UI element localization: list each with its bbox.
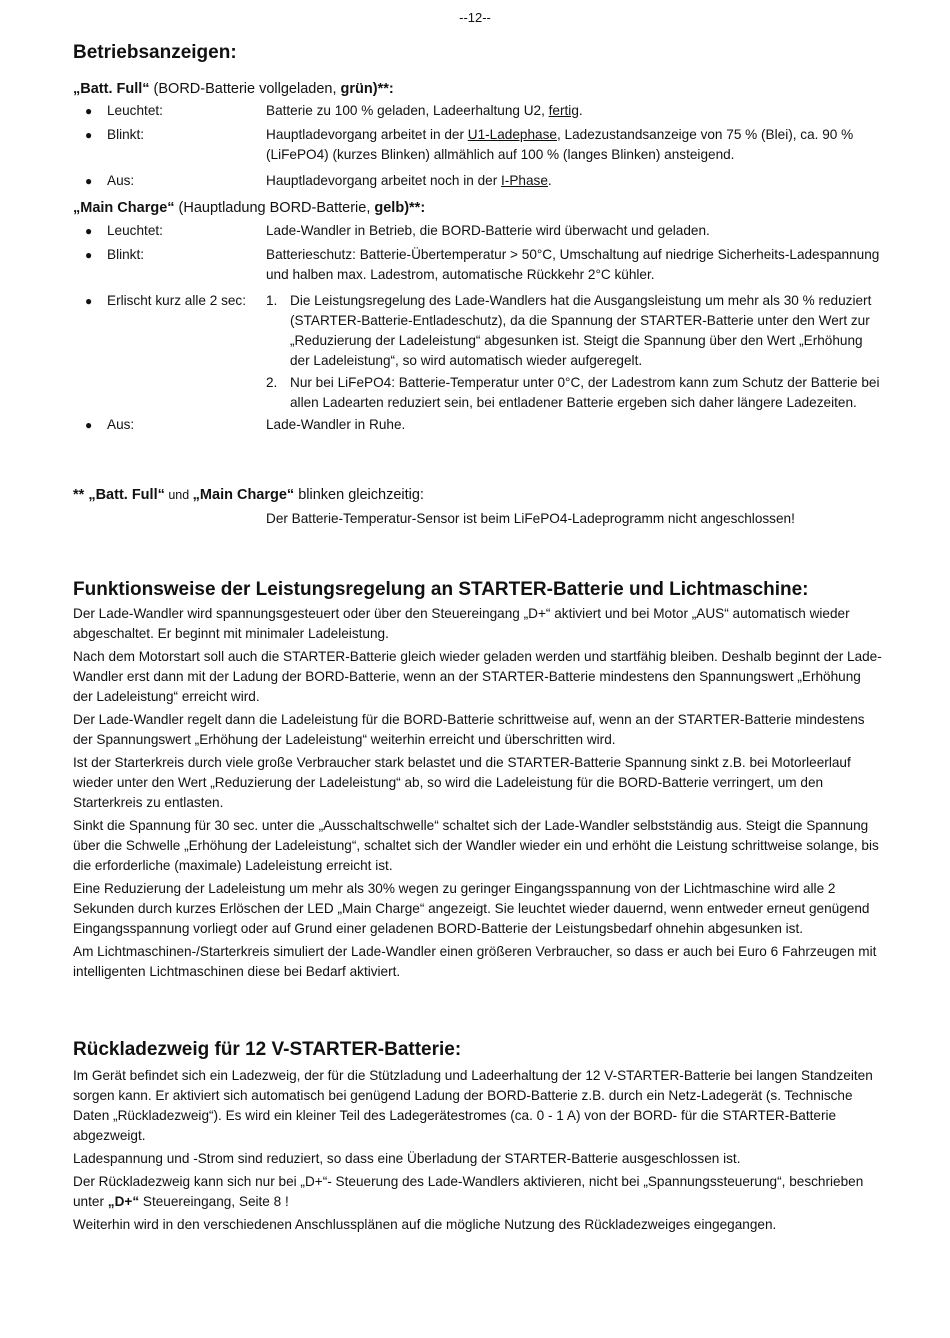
batt-full-desc: (BORD-Batterie vollgeladen,	[149, 81, 341, 97]
main-charge-desc: (Hauptladung BORD-Batterie,	[174, 200, 375, 216]
item-desc: Hauptladevorgang arbeitet in der U1-Ladephase, Ladezustandsanzeige von 75 % (Blei), ca. 90 % (LiFePO4) (kurzes Blinken) allmählich auf 100 % (langes Blinken) ansteigend.	[266, 127, 854, 162]
underlined-term: U1-Ladephase	[467, 127, 557, 142]
both-blink-heading: ** „Batt. Full“ und „Main Charge“ blinken gleichzeitig:	[73, 487, 424, 503]
paragraph: Nach dem Motorstart soll auch die STARTER-Batterie gleich wieder geladen werden und startfähig bleiben. Deshalb beginnt der Lade-Wandler erst dann mit der Ladung der BORD-Batterie, wenn an der STARTER-Batterie mindestens den Spannungswert „Erhöhung der Ladeleistung“ erreicht wird.	[73, 649, 882, 704]
main-charge-ref: „Main Charge“	[192, 487, 295, 503]
paragraph: Im Gerät befindet sich ein Ladezweig, der für die Stützladung und Ladeerhaltung der 12 V-STARTER-Batterie bei langen Standzeiten sorgen kann. Er aktiviert sich automatisch bei genügend Ladung der BORD-Batterie z.B. durch ein Netz-Ladegerät (s. Technische Daten „Rückladezweig“). Es wird ein kleiner Teil des Ladegerätestromes (ca. 0 - 1 A) von der BORD- für die STARTER-Batterie abgezweigt.	[73, 1068, 873, 1143]
item-desc: Batterie zu 100 % geladen, Ladeerhaltung U2, fertig.	[266, 103, 583, 118]
list-item	[73, 101, 883, 123]
item-label: Blinkt:	[107, 247, 145, 262]
main-charge-heading	[73, 197, 425, 219]
paragraph: Weiterhin wird in den verschiedenen Anschlussplänen auf die mögliche Nutzung des Rückladezweiges eingegangen.	[73, 1217, 777, 1232]
list-item	[73, 125, 883, 169]
list-item	[73, 415, 883, 437]
section2-text	[73, 604, 883, 985]
numbered-item: 1. Die Leistungsregelung des Lade-Wandlers hat die Ausgangsleistung um mehr als 30 % reduziert (STARTER-Batterie-Entladeschutz), da die Spannung der STARTER-Batterie unter den Wert zur „Reduzierung der Ladeleistung“ abgesunken ist. Steigt die Spannung über den Wert „Erhöhung der Ladeleistung“, so wird automatisch wieder aufgeregelt.	[266, 293, 872, 368]
batt-full-end: )**:	[372, 81, 394, 97]
underlined-term: fertig	[548, 103, 579, 118]
batt-full-color: grün	[340, 81, 373, 97]
main-charge-end: )**:	[404, 200, 426, 216]
item-label: Aus:	[107, 417, 135, 432]
item-desc: Batterieschutz: Batterie-Übertemperatur > 50°C, Umschaltung auf niedrige Sicherheits-Ladespannung und halben max. Ladestrom, automatische Rückkehr 2°C kühler.	[266, 247, 880, 282]
item-label: Erlischt kurz alle 2 sec:	[107, 293, 247, 308]
list-item	[73, 171, 883, 193]
paragraph: Am Lichtmaschinen-/Starterkreis simuliert der Lade-Wandler einen größeren Verbraucher, so dass er auch bei Euro 6 Fahrzeugen mit intelligenten Lichtmaschinen diese bei Bedarf aktiviert.	[73, 944, 877, 979]
main-charge-label: „Main Charge“	[73, 200, 175, 216]
paragraph: Der Lade-Wandler wird spannungsgesteuert oder über den Steuereingang „D+“ aktiviert und bei Motor „AUS“ automatisch wieder abgeschaltet. Er beginnt mit minimaler Ladeleistung.	[73, 606, 850, 641]
batt-full-list	[73, 101, 883, 193]
numbered-item: 2. Nur bei LiFePO4: Batterie-Temperatur unter 0°C, der Ladestrom kann zum Schutz der Batterie bei allen Ladearten reduziert sein, bei entladener Batterie ergeben sich daher längere Ladezeiten.	[266, 375, 880, 410]
list-item	[73, 245, 883, 287]
bullet-icon: ●	[85, 104, 93, 118]
d-plus-ref: „D+“	[107, 1194, 140, 1209]
main-charge-color: gelb	[374, 200, 405, 216]
item-desc: Lade-Wandler in Ruhe.	[266, 417, 406, 432]
bullet-icon: ●	[85, 128, 93, 142]
list-item	[73, 221, 883, 243]
paragraph: Ist der Starterkreis durch viele große Verbraucher stark belastet und die STARTER-Batterie Spannung sinkt z.B. bei Motorleerlauf wieder unter den Wert „Reduzierung der Ladeleistung“ ab, so wird die Ladeleistung für die BORD-Batterie verringert, um den Starterkreis zu entlasten.	[73, 755, 851, 810]
section-title-leistungsregelung: Funktionsweise der Leistungsregelung an STARTER-Batterie und Lichtmaschine:	[73, 579, 809, 600]
section-title-rueckladezweig: Rückladezweig für 12 V-STARTER-Batterie:	[73, 1039, 462, 1060]
item-desc: Lade-Wandler in Betrieb, die BORD-Batterie wird überwacht und geladen.	[266, 223, 710, 238]
batt-full-ref: „Batt. Full“	[88, 487, 165, 503]
sensor-note: Der Batterie-Temperatur-Sensor ist beim LiFePO4-Ladeprogramm nicht angeschlossen!	[266, 511, 795, 526]
bullet-icon: ●	[85, 248, 93, 262]
section-title-betriebsanzeigen: Betriebsanzeigen:	[73, 42, 237, 63]
bullet-icon: ●	[85, 294, 93, 308]
item-label: Leuchtet:	[107, 103, 163, 118]
page-number: --12--	[459, 10, 491, 25]
bullet-icon: ●	[85, 174, 93, 188]
paragraph: Ladespannung und -Strom sind reduziert, so dass eine Überladung der STARTER-Batterie ausgeschlossen ist.	[73, 1151, 741, 1166]
item-desc: Hauptladevorgang arbeitet noch in der I-Phase.	[266, 173, 552, 188]
item-label: Aus:	[107, 173, 135, 188]
paragraph: Eine Reduzierung der Ladeleistung um mehr als 30% wegen zu geringer Eingangsspannung von der Lichtmaschine wird alle 2 Sekunden durch kurzes Erlöschen der LED „Main Charge“ angezeigt. Sie leuchtet wieder dauernd, wenn entweder erneut genügend Eingangsspannung vorliegt oder auf Grund einer geladenen BORD-Batterie der Leistungsbedarf ohnehin abgesunken ist.	[73, 881, 870, 936]
main-charge-list	[73, 221, 883, 437]
underlined-term: I-Phase	[501, 173, 548, 188]
bullet-icon: ●	[85, 418, 93, 432]
paragraph: Der Rückladezweig kann sich nur bei „D+“- Steuerung des Lade-Wandlers aktivieren, nicht bei „Spannungssteuerung“, beschrieben unter „D+“ Steuereingang, Seite 8 !	[73, 1174, 864, 1209]
item-label: Leuchtet:	[107, 223, 163, 238]
item-label: Blinkt:	[107, 127, 145, 142]
paragraph: Sinkt die Spannung für 30 sec. unter die „Ausschaltschwelle“ schaltet sich der Lade-Wandler selbstständig aus. Steigt die Spannung über die Schwelle „Erhöhung der Ladeleistung“, schaltet sich der Wandler wieder ein und erhöht die Leistung schrittweise solange, bis die erforderliche (maximale) Ladeleistung erreicht ist.	[73, 818, 879, 873]
paragraph: Der Lade-Wandler regelt dann die Ladeleistung für die BORD-Batterie schrittweise auf, wenn an der STARTER-Batterie mindestens der Spannungswert „Erhöhung der Ladeleistung“ weiterhin erreicht und überschritten wird.	[73, 712, 865, 747]
batt-full-heading	[73, 78, 394, 100]
list-item	[73, 291, 883, 413]
section3-text	[73, 1066, 883, 1238]
bullet-icon: ●	[85, 224, 93, 238]
batt-full-label: „Batt. Full“	[73, 81, 150, 97]
